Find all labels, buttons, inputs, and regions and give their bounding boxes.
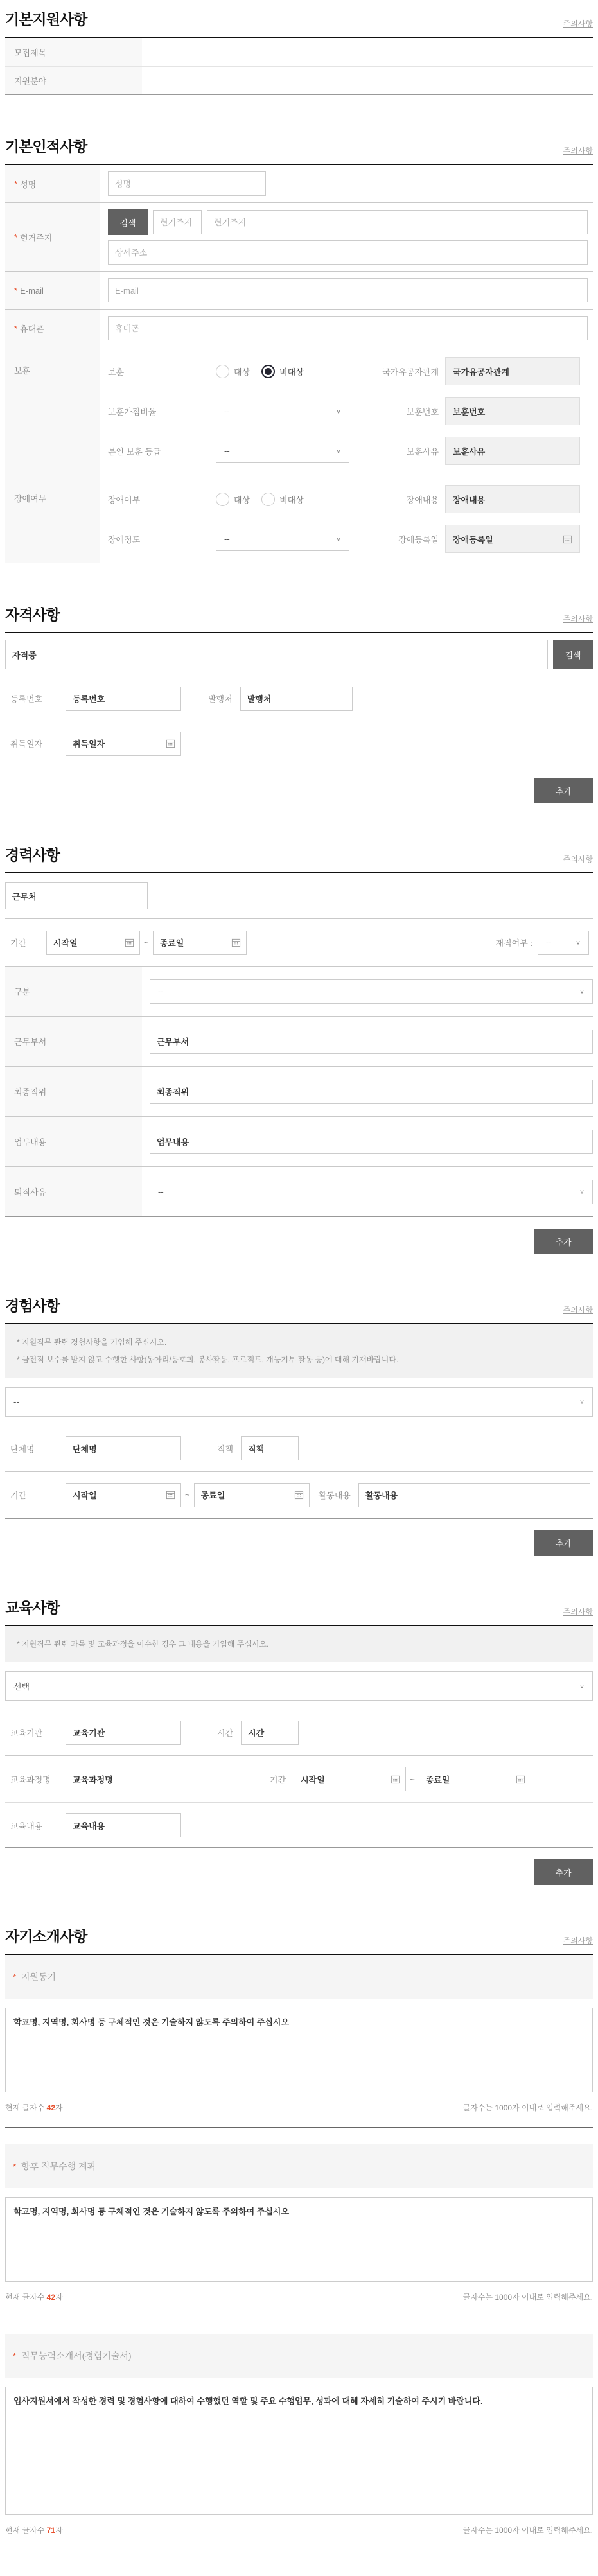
row-label: * 성명 — [5, 165, 100, 202]
section-title: 자격사항 — [5, 606, 60, 623]
future-plan-textarea[interactable] — [5, 2197, 593, 2282]
experience-end-date-input[interactable] — [194, 1483, 310, 1507]
experience-start-date-input[interactable] — [66, 1483, 181, 1507]
table-row-organization — [5, 1426, 593, 1471]
notice-link[interactable]: 주의사항 — [563, 1607, 593, 1617]
resign-reason-select[interactable]: -- ∨ — [150, 1180, 593, 1204]
hours-input[interactable] — [241, 1721, 299, 1745]
relation-label: 국가유공자관계 — [382, 367, 439, 377]
experience-type-select[interactable]: -- ∨ — [5, 1387, 593, 1417]
table-row-edu-content — [5, 1803, 593, 1848]
organization-input[interactable] — [66, 1436, 181, 1460]
issuer-input[interactable] — [240, 687, 353, 711]
section-title: 경력사항 — [5, 846, 60, 863]
edu-end-date-input[interactable] — [419, 1767, 531, 1791]
required-asterisk: * — [14, 323, 18, 333]
radio-icon — [216, 365, 229, 378]
char-counter: 현재 글자수 42자 — [5, 2103, 63, 2113]
edu-start-date-input[interactable] — [294, 1767, 406, 1791]
chevron-down-icon: ∨ — [579, 988, 585, 995]
veteran-grade-select[interactable]: -- ∨ — [216, 439, 349, 463]
certificate-search-button[interactable]: 검색 — [553, 640, 593, 669]
table-row-registration — [5, 676, 593, 721]
position-input[interactable] — [150, 1080, 593, 1104]
row-label: 구분 — [5, 967, 142, 1016]
reg-number-input[interactable] — [66, 687, 181, 711]
required-asterisk: * — [13, 1972, 17, 1983]
section-self-introduction — [5, 1925, 593, 2550]
career-category-select[interactable]: -- ∨ — [150, 979, 593, 1004]
veteran-target-radio[interactable]: 대상 — [216, 365, 250, 378]
intro-block-job-competency — [5, 2334, 593, 2550]
table-row-name — [5, 165, 593, 202]
motivation-textarea[interactable] — [5, 2008, 593, 2092]
disability-target-radio[interactable]: 대상 — [216, 493, 250, 506]
row-value — [142, 46, 593, 58]
veteran-grade-label: 본인 보훈 등급 — [108, 446, 161, 457]
organization-label: 단체명 — [10, 1444, 35, 1454]
intro-block-header: * 향후 직무수행 계획 — [5, 2144, 593, 2188]
required-asterisk: * — [14, 232, 18, 242]
veteran-nontarget-radio[interactable]: 비대상 — [261, 365, 304, 378]
education-guideline: * 지원직무 관련 과목 및 교육과정을 이수한 경우 그 내용을 기입해 주십시오. — [5, 1626, 593, 1663]
job-competency-textarea[interactable] — [5, 2387, 593, 2515]
intro-block-header: * 직무능력소개서(경험기술서) — [5, 2334, 593, 2378]
acquired-date-input[interactable] — [66, 732, 181, 756]
duty-input[interactable] — [150, 1130, 593, 1154]
address-search-button[interactable]: 검색 — [108, 209, 148, 235]
bonus-rate-label: 보훈가점비율 — [108, 407, 157, 417]
chevron-down-icon: ∨ — [335, 408, 341, 415]
address-input[interactable] — [207, 210, 588, 234]
calendar-icon — [563, 534, 572, 544]
section-title: 기본인적사항 — [5, 138, 87, 155]
table-row-workplace — [5, 873, 593, 918]
radio-icon — [261, 493, 275, 506]
table-row-phone — [5, 309, 593, 347]
chevron-down-icon: ∨ — [575, 940, 581, 946]
char-counter: 현재 글자수 71자 — [5, 2526, 63, 2536]
row-label: 업무내용 — [5, 1117, 142, 1166]
bonus-rate-select[interactable]: -- ∨ — [216, 399, 349, 423]
email-input[interactable] — [108, 278, 588, 302]
char-limit-message: 글자수는 1000자 이내로 입력해주세요. — [462, 2293, 593, 2302]
veteran-number-readonly-field: 보훈번호 — [445, 397, 580, 425]
chevron-down-icon: ∨ — [335, 536, 341, 543]
intro-block-header: * 지원동기 — [5, 1955, 593, 1999]
radio-checked-icon — [261, 365, 275, 378]
char-counter: 현재 글자수 42자 — [5, 2293, 63, 2302]
table-row-resign-reason — [5, 1166, 593, 1216]
period-label: 기간 — [10, 938, 27, 948]
disability-nontarget-radio[interactable]: 비대상 — [261, 493, 304, 506]
education-add-button[interactable]: 추가 — [534, 1859, 593, 1885]
disability-content-readonly-field: 장애내용 — [445, 485, 580, 513]
notice-link[interactable]: 주의사항 — [563, 855, 593, 864]
section-title: 자기소개사항 — [5, 1928, 87, 1945]
row-label: 지원분야 — [5, 67, 142, 94]
table-row-duty — [5, 1116, 593, 1166]
radio-icon — [216, 493, 229, 506]
row-label: 보훈 — [5, 347, 100, 475]
workplace-input[interactable] — [5, 882, 148, 909]
period-label: 기간 — [10, 1491, 27, 1501]
veteran-reason-label: 보훈사유 — [406, 446, 439, 457]
notice-link[interactable]: 주의사항 — [563, 19, 593, 28]
department-input[interactable] — [150, 1030, 593, 1054]
career-start-date-input[interactable] — [46, 931, 140, 955]
intro-block-future-plan — [5, 2144, 593, 2317]
notice-link[interactable]: 주의사항 — [563, 1306, 593, 1315]
page-title: 기본지원사항 — [5, 11, 87, 28]
role-input[interactable] — [241, 1436, 299, 1460]
intro-block-motivation — [5, 1955, 593, 2128]
row-label: * 현거주지 — [5, 203, 100, 271]
required-asterisk: * — [14, 179, 18, 189]
education-type-select[interactable]: 선택 ∨ — [5, 1671, 593, 1701]
table-row-position — [5, 1066, 593, 1116]
period-label: 기간 — [270, 1774, 286, 1785]
chevron-down-icon: ∨ — [579, 1683, 585, 1690]
veteran-reason-readonly-field: 보훈사유 — [445, 437, 580, 465]
acquired-date-label: 취득일자 — [10, 739, 43, 749]
experience-guideline: * 지원직무 관련 경험사항을 기입해 주십시오. * 금전적 보수를 받지 않고 수행한 사항(동아리/동호회, 봉사활동, 프로젝트, 개능기부 활동 등)에 대해 기재바랍니다. — [5, 1324, 593, 1378]
section-education — [5, 1596, 593, 1886]
table-row-acquired-date — [5, 721, 593, 766]
required-asterisk: * — [14, 285, 18, 295]
address-detail-input[interactable] — [108, 240, 588, 265]
disability-degree-label: 장애정도 — [108, 534, 141, 545]
notice-link[interactable]: 주의사항 — [563, 1936, 593, 1946]
table-row-disability — [5, 475, 593, 563]
table-row-category — [5, 966, 593, 1016]
row-label: 최종직위 — [5, 1067, 142, 1116]
disability-date-readonly-field: 장애등록일 — [445, 525, 580, 553]
certificate-input[interactable] — [5, 640, 548, 669]
notice-link[interactable]: 주의사항 — [563, 615, 593, 624]
notice-link[interactable]: 주의사항 — [563, 146, 593, 155]
tilde-separator: ~ — [410, 1774, 415, 1784]
section-career — [5, 843, 593, 1254]
char-limit-message: 글자수는 1000자 이내로 입력해주세요. — [462, 2526, 593, 2536]
disability-radio-label: 장애여부 — [108, 495, 141, 505]
chevron-down-icon: ∨ — [579, 1399, 585, 1405]
section-experience — [5, 1294, 593, 1556]
table-row-edu-org — [5, 1710, 593, 1755]
table-row-course — [5, 1755, 593, 1803]
table-row-email — [5, 271, 593, 309]
row-value — [142, 74, 593, 87]
edu-org-input[interactable] — [66, 1721, 181, 1745]
activity-label: 활동내용 — [318, 1491, 351, 1501]
employed-select[interactable]: -- ∨ — [538, 931, 589, 955]
table-row — [5, 38, 593, 66]
employed-label: 재직여부 : — [495, 938, 532, 948]
table-row — [5, 66, 593, 94]
issuer-label: 발행처 — [208, 694, 233, 704]
section-title: 경험사항 — [5, 1297, 60, 1314]
role-label: 직책 — [217, 1444, 234, 1454]
edu-content-label: 교육내용 — [10, 1821, 43, 1831]
chevron-down-icon: ∨ — [335, 448, 341, 455]
table-row-department — [5, 1016, 593, 1066]
section-basic-application — [5, 8, 593, 95]
table-row-certificate — [5, 633, 593, 676]
edu-content-input[interactable] — [66, 1813, 181, 1837]
required-asterisk: * — [13, 2351, 17, 2361]
row-label: * 휴대폰 — [5, 310, 100, 347]
phone-input[interactable] — [108, 316, 588, 340]
char-limit-message: 글자수는 1000자 이내로 입력해주세요. — [462, 2103, 593, 2113]
edu-org-label: 교육기관 — [10, 1728, 43, 1739]
relation-readonly-field: 국가유공자관계 — [445, 357, 580, 385]
section-qualification — [5, 603, 593, 803]
row-label: 근무부서 — [5, 1017, 142, 1066]
section-personal-info — [5, 135, 593, 563]
disability-content-label: 장애내용 — [406, 495, 439, 505]
experience-add-button[interactable]: 추가 — [534, 1530, 593, 1556]
zipcode-input[interactable] — [153, 210, 202, 234]
veteran-radio-label: 보훈 — [108, 367, 125, 377]
disability-date-label: 장애등록일 — [398, 534, 439, 545]
career-end-date-input[interactable] — [153, 931, 247, 955]
activity-input[interactable] — [358, 1483, 590, 1507]
required-asterisk: * — [13, 2162, 17, 2172]
row-label: 장애여부 — [5, 475, 100, 563]
row-label: 모집제목 — [5, 38, 142, 66]
row-label: * E-mail — [5, 272, 100, 309]
table-row-veteran — [5, 347, 593, 475]
qualification-add-button[interactable]: 추가 — [534, 778, 593, 803]
table-row-address — [5, 202, 593, 271]
career-add-button[interactable]: 추가 — [534, 1229, 593, 1254]
reg-number-label: 등록번호 — [10, 694, 43, 704]
veteran-number-label: 보훈번호 — [406, 407, 439, 417]
tilde-separator: ~ — [144, 938, 149, 947]
course-label: 교육과정명 — [10, 1774, 51, 1785]
section-title: 교육사항 — [5, 1599, 60, 1616]
tilde-separator: ~ — [185, 1490, 190, 1500]
table-row-career-period — [5, 918, 593, 966]
name-input[interactable] — [108, 171, 266, 196]
course-input[interactable] — [66, 1767, 240, 1791]
table-row-experience-period — [5, 1471, 593, 1519]
chevron-down-icon: ∨ — [579, 1189, 585, 1195]
disability-degree-select[interactable]: -- ∨ — [216, 527, 349, 551]
hours-label: 시간 — [217, 1728, 234, 1739]
row-label: 퇴직사유 — [5, 1167, 142, 1216]
